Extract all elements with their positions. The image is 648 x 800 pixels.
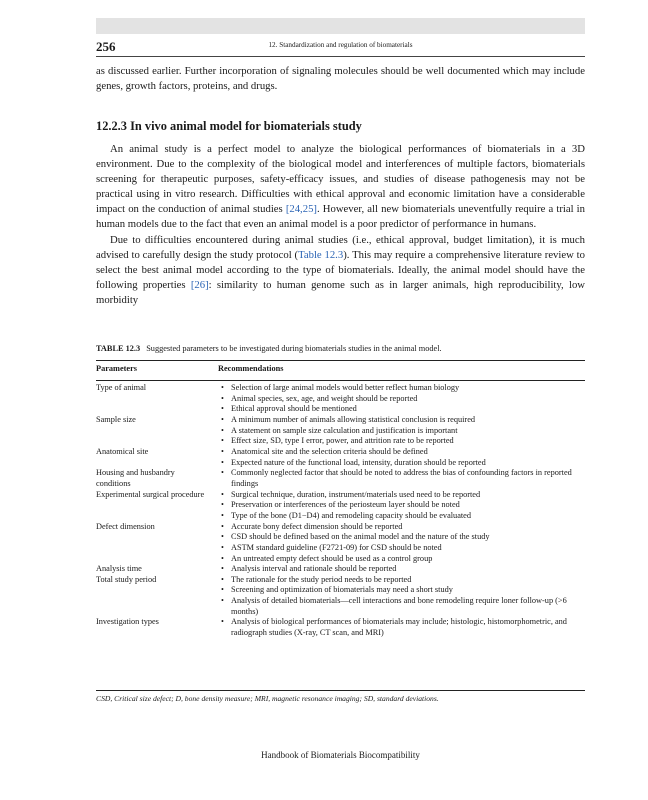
bullet-icon: • bbox=[221, 468, 224, 478]
intro-text: as discussed earlier. Further incorporation of signaling molecules should be well documented which may include genes, growth factors, proteins, and drugs. bbox=[96, 65, 585, 93]
p2-text-a: Due to difficulties encountered during animal studies (i.e., ethical approval, budget limitation), it is much advised to carefully design the study protocol ( bbox=[96, 233, 585, 261]
citation-link[interactable]: [24,25] bbox=[285, 203, 317, 216]
recommendation-item bbox=[218, 575, 585, 586]
header-rule bbox=[96, 56, 585, 57]
recommendation-text: An untreated empty defect should be used as a control group bbox=[231, 553, 433, 563]
p1-text-a: An animal study is a perfect model to analyze the biological performances of biomaterials in a 3D environment. Due to the complexity of the biological model and interferences of multiple factors, biomaterials screening for therapeutic purposes, safety-efficacy issues, and studies of disease pathogenesis may not be practical using in vitro research. Difficulties with ethical approval and economic limitation have a considerable impact on the conduction of animal studies bbox=[96, 143, 585, 216]
parameter-cell: Investigation types bbox=[96, 617, 159, 627]
table-row bbox=[96, 415, 585, 447]
table-row bbox=[96, 617, 585, 638]
recommendation-item bbox=[218, 436, 585, 447]
recommendation-item bbox=[218, 490, 585, 501]
page-footer: Handbook of Biomaterials Biocompatibility bbox=[261, 750, 420, 760]
recommendation-item bbox=[218, 564, 585, 575]
citation-link[interactable]: [26] bbox=[190, 278, 209, 291]
p2-text-b: ). This may require a comprehensive literature review to select the best animal model according to the type of biomaterials. Ideally, the animal model should have the following properties bbox=[96, 248, 585, 291]
recommendations-cell bbox=[218, 490, 585, 522]
section-paragraph-2 bbox=[96, 233, 585, 308]
bullet-icon: • bbox=[221, 404, 224, 414]
recommendations-cell bbox=[218, 617, 585, 638]
parameter-cell: Anatomical site bbox=[96, 446, 149, 456]
recommendation-text: The rationale for the study period needs to be reported bbox=[231, 574, 412, 584]
column-header-recommendations: Recommendations bbox=[218, 364, 284, 373]
recommendation-text: Screening and optimization of biomaterials may need a short study bbox=[231, 585, 453, 595]
header-bar bbox=[96, 18, 585, 34]
recommendation-text: Analysis interval and rationale should be reported bbox=[231, 564, 397, 574]
recommendation-text: Effect size, SD, type I error, power, and attrition rate to be reported bbox=[231, 436, 454, 446]
recommendation-text: Commonly neglected factor that should be noted to address the bias of confounding factors in reported findings bbox=[231, 468, 572, 488]
recommendations-cell bbox=[218, 575, 585, 618]
recommendation-item bbox=[218, 596, 585, 617]
recommendation-text: Preservation or interferences of the periosteum layer should be noted bbox=[231, 500, 460, 510]
recommendations-cell bbox=[218, 564, 585, 575]
bullet-icon: • bbox=[221, 564, 224, 574]
bullet-icon: • bbox=[221, 542, 224, 552]
recommendation-text: Expected nature of the functional load, intensity, duration should be reported bbox=[231, 457, 486, 467]
table-label: TABLE 12.3 bbox=[96, 344, 141, 353]
recommendation-text: Ethical approval should be mentioned bbox=[231, 404, 357, 414]
recommendation-text: Animal species, sex, age, and weight should be reported bbox=[231, 393, 418, 403]
recommendation-text: Selection of large animal models would better reflect human biology bbox=[231, 383, 460, 392]
table-top-rule bbox=[96, 360, 585, 361]
parameter-cell: Housing and husbandry conditions bbox=[96, 468, 175, 488]
table-header-rule bbox=[96, 380, 585, 381]
bullet-icon: • bbox=[221, 457, 224, 467]
recommendation-text: Analysis of biological performances of biomaterials may include; histologic, histomorphometric, and radiograph studies (X-ray, CT scan, and MRI) bbox=[231, 617, 567, 638]
recommendation-item bbox=[218, 468, 585, 489]
bullet-icon: • bbox=[221, 393, 224, 403]
recommendation-item bbox=[218, 404, 585, 415]
recommendation-item bbox=[218, 383, 585, 394]
recommendations-cell bbox=[218, 522, 585, 565]
recommendation-text: Accurate bony defect dimension should be reported bbox=[231, 521, 403, 531]
recommendation-item bbox=[218, 394, 585, 405]
table-footnote-text: CSD, Critical size defect; D, bone density measure; MRI, magnetic resonance imaging; SD, standard deviations. bbox=[96, 694, 439, 703]
bullet-icon: • bbox=[221, 446, 224, 456]
bullet-icon: • bbox=[221, 500, 224, 510]
parameter-cell: Sample size bbox=[96, 414, 136, 424]
bullet-icon: • bbox=[221, 414, 224, 424]
running-title: 12. Standardization and regulation of biomaterials bbox=[268, 41, 413, 49]
page-number: 256 bbox=[96, 39, 116, 54]
recommendation-item bbox=[218, 447, 585, 458]
table-caption-text: Suggested parameters to be investigated during biomaterials studies in the animal model. bbox=[146, 344, 442, 353]
recommendation-item bbox=[218, 458, 585, 469]
recommendation-item bbox=[218, 415, 585, 426]
recommendation-text: ASTM standard guideline (F2721-09) for CSD should be noted bbox=[231, 542, 442, 552]
table-bottom-rule bbox=[96, 690, 585, 691]
section-paragraph-1 bbox=[96, 142, 585, 233]
table-row bbox=[96, 468, 585, 489]
recommendation-item bbox=[218, 426, 585, 437]
recommendation-item bbox=[218, 617, 585, 638]
bullet-icon: • bbox=[221, 553, 224, 563]
table-caption bbox=[96, 344, 585, 353]
table-row bbox=[96, 447, 585, 468]
bullet-icon: • bbox=[221, 383, 224, 392]
bullet-icon: • bbox=[221, 574, 224, 584]
recommendation-text: Anatomical site and the selection criteria should be defined bbox=[231, 446, 428, 456]
recommendation-text: A statement on sample size calculation and justification is important bbox=[231, 425, 458, 435]
recommendation-text: Analysis of detailed biomaterials—cell interactions and bone remodeling require loner follow-up (>6 months) bbox=[231, 596, 567, 616]
table-row bbox=[96, 383, 585, 415]
recommendation-item bbox=[218, 554, 585, 565]
bullet-icon: • bbox=[221, 510, 224, 520]
bullet-icon: • bbox=[221, 521, 224, 531]
recommendation-text: A minimum number of animals allowing statistical conclusion is required bbox=[231, 414, 476, 424]
recommendations-cell bbox=[218, 468, 585, 489]
recommendation-item bbox=[218, 532, 585, 543]
parameter-cell: Total study period bbox=[96, 574, 157, 584]
parameter-cell: Analysis time bbox=[96, 564, 142, 574]
recommendation-item bbox=[218, 511, 585, 522]
table-row bbox=[96, 522, 585, 565]
p2-text-c: : similarity to human genome such as in larger animals, high reproducibility, low morbidity bbox=[96, 278, 586, 306]
bullet-icon: • bbox=[221, 425, 224, 435]
page-header bbox=[96, 39, 585, 55]
parameter-cell: Experimental surgical procedure bbox=[96, 489, 205, 499]
parameter-cell: Type of animal bbox=[96, 383, 147, 392]
intro-paragraph bbox=[96, 64, 585, 94]
table-row bbox=[96, 490, 585, 522]
bullet-icon: • bbox=[221, 585, 224, 595]
recommendation-item bbox=[218, 522, 585, 533]
recommendation-item bbox=[218, 543, 585, 554]
recommendation-text: Type of the bone (D1−D4) and remodeling capacity should be evaluated bbox=[231, 510, 472, 520]
recommendation-text: CSD should be defined based on the animal model and the nature of the study bbox=[231, 532, 490, 542]
table-body bbox=[96, 383, 585, 639]
table-footnote bbox=[96, 694, 585, 703]
table-reference-link[interactable]: Table 12.3 bbox=[298, 248, 344, 261]
table-row bbox=[96, 564, 585, 575]
recommendations-cell bbox=[218, 383, 585, 415]
section-body bbox=[96, 142, 585, 308]
bullet-icon: • bbox=[221, 532, 224, 542]
recommendations-cell bbox=[218, 447, 585, 468]
column-header-parameters: Parameters bbox=[96, 364, 137, 373]
recommendations-cell bbox=[218, 415, 585, 447]
parameter-cell: Defect dimension bbox=[96, 521, 155, 531]
table-row bbox=[96, 575, 585, 618]
recommendation-item bbox=[218, 585, 585, 596]
recommendation-item bbox=[218, 500, 585, 511]
section-heading: 12.2.3 In vivo animal model for biomaterials study bbox=[96, 119, 362, 133]
recommendation-text: Surgical technique, duration, instrument/materials used need to be reported bbox=[231, 489, 481, 499]
p1-text-b: . However, all new biomaterials uneventfully require a trial in human models due to the fact that even an animal model is a poor predictor of performance in humans. bbox=[96, 203, 585, 231]
bullet-icon: • bbox=[221, 489, 224, 499]
bullet-icon: • bbox=[221, 596, 224, 606]
bullet-icon: • bbox=[221, 436, 224, 446]
bullet-icon: • bbox=[221, 617, 224, 627]
